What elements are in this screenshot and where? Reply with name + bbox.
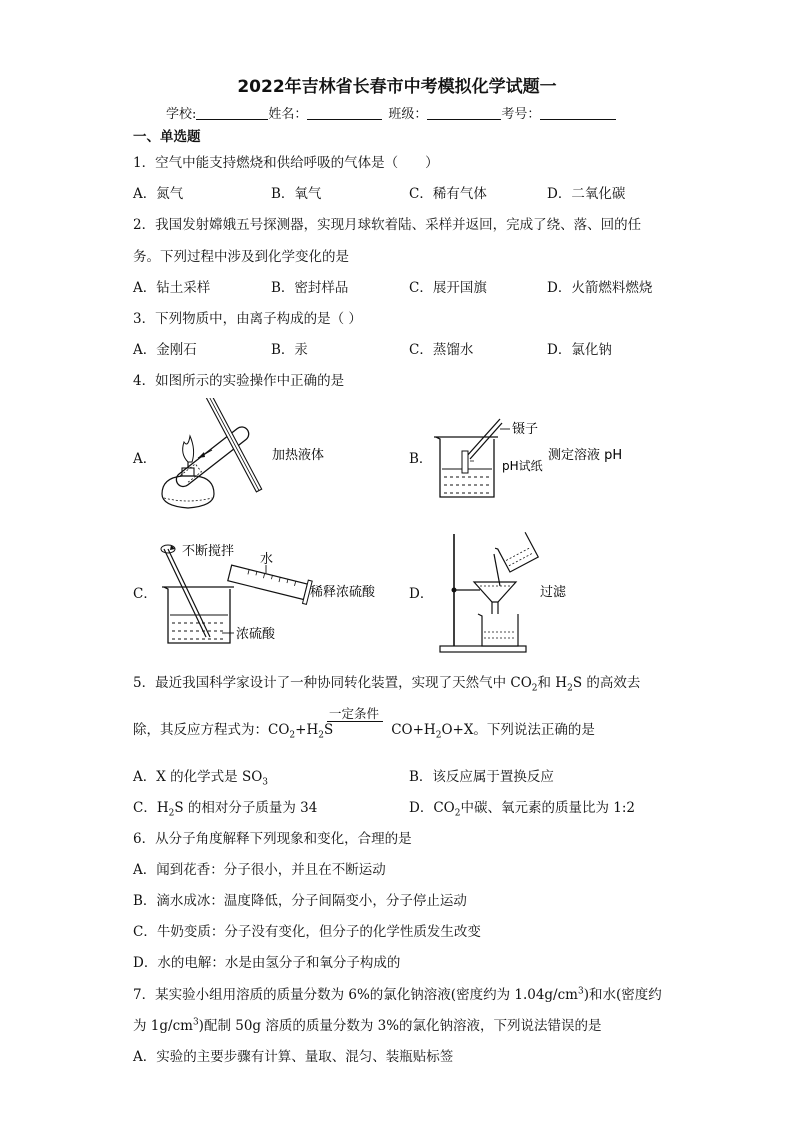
- q7-text: )配制 50g 溶质的质量分数为 3%的氯化钠溶液，下列说法错误的是: [198, 1018, 602, 1034]
- number-field[interactable]: [540, 105, 616, 120]
- q5-text: +H: [295, 722, 319, 738]
- q2-option-b: B．密封样品: [271, 280, 349, 296]
- q5-option-d-text: D．CO: [409, 800, 455, 816]
- q5-stem-line2: [133, 718, 595, 741]
- q7-stem-line1: [133, 983, 662, 1003]
- q4-option-d: D．: [409, 586, 434, 602]
- subscript: 2: [531, 683, 538, 694]
- q2-stem-line1: 2．我国发射嫦娥五号探测器，实现月球软着陆、采样并返回，完成了绕、落、回的任: [133, 217, 642, 233]
- q1-stem: 1．空气中能支持燃烧和供给呼吸的气体是（ ）: [133, 155, 439, 171]
- q5-option-d: [409, 796, 635, 819]
- subscript: 2: [318, 730, 324, 741]
- exam-title: 2022年吉林省长春市中考模拟化学试题一: [237, 77, 557, 97]
- q1-option-d: D．二氧化碳: [547, 186, 626, 202]
- figure-measure-ph: [430, 413, 630, 503]
- q7-text: )和水(密度约: [583, 987, 662, 1003]
- figure-b-tweezers-label: 镊子: [512, 422, 539, 437]
- q5-text: CO+H: [391, 722, 436, 738]
- figure-b-label: 测定溶液 pH: [548, 448, 623, 463]
- q7-text: 7．某实验小组用溶质的质量分数为 6%的氯化钠溶液(密度约为 1.04g/cm: [133, 987, 578, 1003]
- q5-text: S 的高效去: [572, 675, 641, 691]
- class-label: 班级：: [388, 107, 428, 122]
- subscript: 2: [454, 808, 461, 819]
- class-field[interactable]: [427, 105, 501, 120]
- q5-text: 5．最近我国科学家设计了一种协同转化装置，实现了天然气中 CO: [133, 675, 532, 691]
- q4-stem: 4．如图所示的实验操作中正确的是: [133, 373, 345, 389]
- q5-option-a: [133, 765, 268, 788]
- figure-c-stir-label: 不断搅拌: [182, 544, 235, 559]
- q2-option-a: A．钻土采样: [133, 280, 211, 296]
- q4-option-b: B．: [409, 451, 433, 467]
- q4-option-c: C．: [133, 586, 157, 602]
- figure-c-acid-label: 浓硫酸: [236, 627, 276, 642]
- q1-option-b: B．氧气: [271, 186, 322, 202]
- figure-a-label: 加热液体: [272, 448, 325, 463]
- q3-option-d: D．氯化钠: [547, 342, 612, 358]
- figure-b-paper-label: pH试纸: [502, 459, 543, 473]
- subscript: 3: [262, 777, 268, 788]
- subscript: 2: [168, 808, 175, 819]
- figure-heating-liquid: [150, 398, 340, 516]
- q2-option-c: C．展开国旗: [409, 280, 487, 296]
- q5-stem-line1: [133, 671, 640, 694]
- subscript: 2: [289, 730, 296, 741]
- q6-option-c: C．牛奶变质：分子没有变化，但分子的化学性质发生改变: [133, 924, 481, 940]
- q6-option-a: A．闻到花香：分子很小，并且在不断运动: [133, 862, 386, 878]
- q5-text: O+X。下列说法正确的是: [441, 722, 595, 738]
- q5-option-c: [133, 796, 317, 819]
- figure-dilute-acid: [150, 537, 390, 649]
- subscript: 2: [567, 683, 573, 694]
- q4-option-a: A．: [133, 451, 157, 467]
- q6-option-d: D．水的电解：水是由氢分子和氧分子构成的: [133, 955, 401, 971]
- q1-option-a: A．氮气: [133, 186, 184, 202]
- q5-option-c-text: S 的相对分子质量为 34: [174, 800, 318, 816]
- q2-option-d: D．火箭燃料燃烧: [547, 280, 653, 296]
- subscript: 2: [435, 730, 442, 741]
- number-label: 考号：: [501, 107, 541, 122]
- q3-option-a: A．金刚石: [133, 342, 197, 358]
- q2-stem-line2: 务。下列过程中涉及到化学变化的是: [133, 249, 349, 265]
- figure-c-label: 稀释浓硫酸: [310, 585, 376, 600]
- q5-option-b: B．该反应属于置换反应: [409, 769, 554, 785]
- name-field[interactable]: [307, 105, 382, 120]
- q3-option-c: C．蒸馏水: [409, 342, 474, 358]
- q6-stem: 6．从分子角度解释下列现象和变化，合理的是: [133, 831, 412, 847]
- student-info-line: [166, 103, 616, 122]
- section-heading: 一、单选题: [133, 129, 201, 145]
- figure-filtration: [430, 530, 610, 656]
- q5-option-d-text: 中碳、氧元素的质量比为 1:2: [460, 800, 635, 816]
- q7-stem-line2: [133, 1014, 602, 1034]
- q1-option-c: C．稀有气体: [409, 186, 487, 202]
- figure-c-water-label: 水: [260, 552, 274, 567]
- q5-option-c-text: C．H: [133, 800, 169, 816]
- figure-d-label: 过滤: [540, 585, 567, 600]
- school-label: 学校:: [166, 107, 197, 122]
- name-label: 姓名：: [268, 107, 308, 122]
- superscript: 3: [192, 1017, 199, 1028]
- superscript: 3: [577, 986, 584, 997]
- q5-text: 和 H: [537, 675, 568, 691]
- school-field[interactable]: [196, 105, 268, 120]
- reaction-condition: 一定条件: [329, 706, 380, 721]
- q3-stem: 3．下列物质中，由离子构成的是（ ）: [133, 311, 362, 327]
- q7-text: 为 1g/cm: [133, 1018, 193, 1034]
- q5-text: S: [323, 722, 334, 738]
- q6-option-b: B．滴水成冰：温度降低，分子间隔变小，分子停止运动: [133, 893, 467, 909]
- q5-option-a-text: A．X 的化学式是 SO: [133, 769, 263, 785]
- q5-text: 除，其反应方程式为：CO: [133, 722, 290, 738]
- q3-option-b: B．汞: [271, 342, 308, 358]
- q7-option-a: A．实验的主要步骤有计算、量取、混匀、装瓶贴标签: [133, 1049, 454, 1065]
